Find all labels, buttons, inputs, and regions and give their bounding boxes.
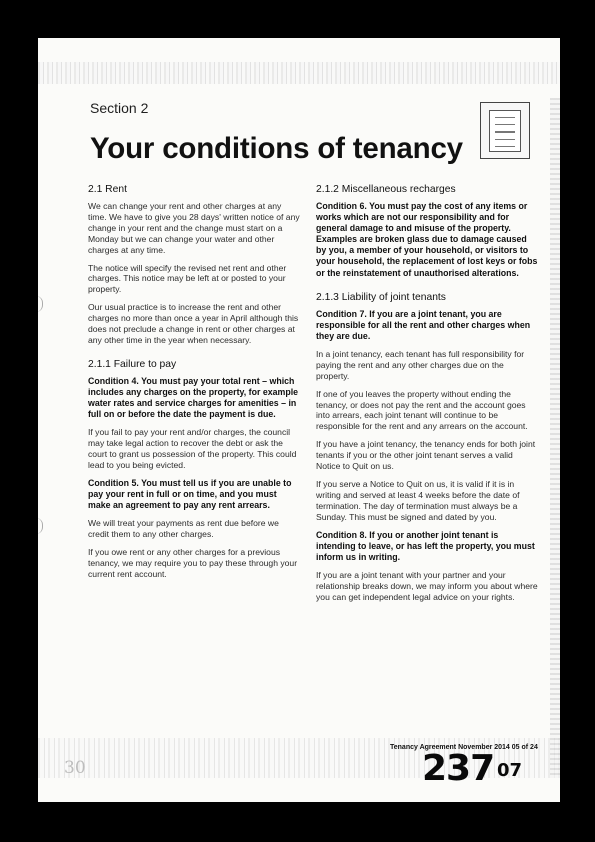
paragraph: If you fail to pay your rent and/or charges, the council may take legal action to recover the debt or ask the court to grant us possession of the property. This could lead to you being evicted.	[88, 427, 297, 470]
document-icon	[480, 102, 530, 159]
right-column	[316, 184, 538, 610]
paragraph: In a joint tenancy, each tenant has full responsibility for paying the rent and any other charges due on the property.	[316, 348, 525, 381]
paragraph: If you have a joint tenancy, the tenancy ends for both joint tenants if you or the other joint tenant serves a valid Notice to Quit on us.	[316, 439, 536, 472]
scan-edge-right	[550, 98, 560, 778]
paragraph: The notice will specify the revised net rent and other charges. This notice may be left at or posted to your property.	[88, 262, 287, 295]
scan-noise-top	[38, 62, 560, 84]
paragraph: We can change your rent and other charges at any time. We have to give you 28 days' written notice of any change in your rent and the change must start on a Monday but we can change your water and other charges at any time.	[88, 201, 300, 255]
paragraph: We will treat your payments as rent due before we credit them to any other charges.	[88, 518, 279, 540]
left-column	[88, 184, 300, 587]
condition-7: Condition 7. If you are a joint tenant, you are responsible for all the rent and other charges when they are due.	[316, 308, 531, 341]
handwritten-number: 237	[422, 748, 495, 789]
page-title: Your conditions of tenancy	[90, 132, 463, 165]
heading-joint-tenants: 2.1.3 Liability of joint tenants	[316, 291, 446, 303]
paragraph: If one of you leaves the property without ending the tenancy, or does not pay the rent and the account goes into arrears, each joint tenant will continue to be responsible for the rent and any arrears on the account.	[316, 388, 528, 432]
heading-misc-recharges: 2.1.2 Miscellaneous recharges	[316, 184, 456, 195]
paragraph: Our usual practice is to increase the rent and other charges no more than once a year in April although this does not preclude a change in rent or other charges at any other time in the year when necessary.	[88, 302, 299, 345]
punch-hole-mark	[38, 296, 43, 312]
handwritten-suffix: 07	[497, 760, 523, 781]
condition-4: Condition 4. You must pay your total rent – which includes any charges on the property, for example water rates and service charges for amenities – in full on or before the date the payment is due.	[88, 375, 299, 420]
faint-mark: 30	[64, 758, 86, 778]
heading-failure-to-pay: 2.1.1 Failure to pay	[88, 358, 177, 370]
punch-hole-mark	[38, 518, 43, 534]
document-page	[38, 38, 560, 802]
section-label: Section 2	[90, 100, 149, 116]
heading-rent: 2.1 Rent	[88, 184, 127, 195]
condition-8: Condition 8. If you or another joint tenant is intending to leave, or has left the property, you must inform us in writing.	[316, 529, 535, 562]
footer-text: Tenancy Agreement November 2014 05 of 24	[390, 744, 538, 751]
paragraph: If you serve a Notice to Quit on us, it is valid if it is in writing and served at least 4 weeks before the date of termination. The day of termination must always be a Sunday. This must be signed and dated by you.	[316, 479, 520, 522]
paragraph: If you are a joint tenant with your partner and your relationship breaks down, we may inform you about where you can get independent legal advice on your rights.	[316, 569, 538, 602]
paragraph: If you owe rent or any other charges for a previous tenancy, we may require you to pay these through your current rent account.	[88, 546, 298, 579]
condition-6: Condition 6. You must pay the cost of any items or works which are not our responsibility and for general damage to and misuse of the property. Examples are broken glass due to damage caused by you, a member of your household, or visitors to your household, the replacement of lost keys or fobs or the reinstatement of unauthorised alterations.	[316, 201, 538, 278]
condition-5: Condition 5. You must tell us if you are unable to pay your rent in full or on time, and you must make an agreement to pay any rent arrears.	[88, 477, 292, 511]
